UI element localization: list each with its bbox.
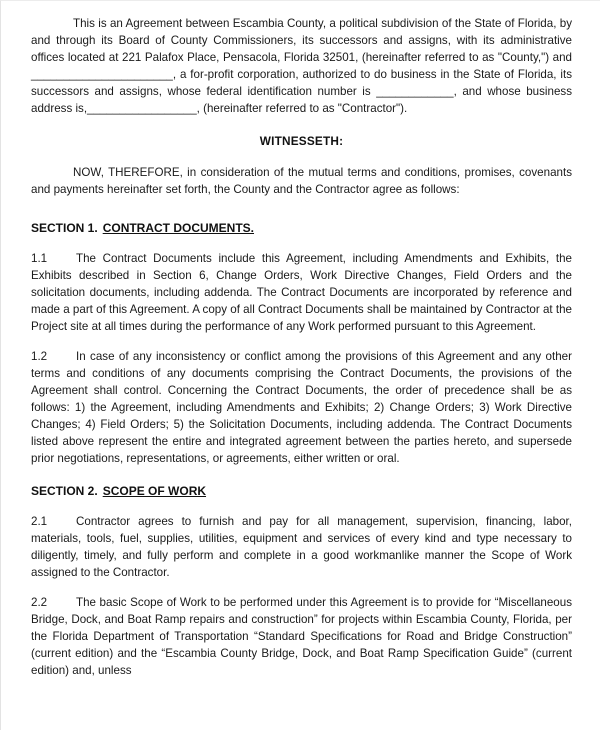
paragraph-1-1	[31, 250, 572, 335]
paragraph-2-2-text: The basic Scope of Work to be performed under this Agreement is to provide for “Miscellaneous Bridge, Dock, and Boat Ramp repairs and construction” for projects within Escambia County, Florida, per the Florida Department of Transportation “Standard Specifications for Road and Bridge Construction” (current edition) and the “Escambia County Bridge, Dock, and Boat Ramp Specification Guide” (current edition) and, unless	[31, 596, 572, 677]
paragraph-1-1-number: 1.1	[31, 252, 48, 265]
paragraph-2-1-number: 2.1	[31, 515, 48, 528]
paragraph-1-2-number: 1.2	[31, 350, 48, 363]
section-2-heading	[31, 483, 572, 500]
spacer	[31, 211, 572, 220]
section-1-label: SECTION 1.	[31, 221, 98, 235]
intro-paragraph: This is an Agreement between Escambia County, a political subdivision of the State of Florida, by and through its Board of County Commissioners, its successors and assigns, with its administrative offices located at 221 Palafox Place, Pensacola, Florida 32501, (hereinafter referred to as "County,") and ______________________, a for-profit corporation, authorized to do business in the State of Florida, its successors and assigns, whose federal identification number is ____________, and whose business address is,_________________, (hereinafter referred to as "Contractor").	[31, 17, 572, 115]
paragraph-1-2-text: In case of any inconsistency or conflict among the provisions of this Agreement and any other terms and conditions of any documents comprising the Contract Documents, the provisions of the Agreement shall control. Concerning the Contract Documents, the order of precedence shall be as follows: 1) the Agreement, including Amendments and Exhibits; 2) Change Orders; 3) Work Directive Changes; 4) Field Orders; 5) the Solicitation Documents, including addenda. The Contract Documents listed above represent the entire and integrated agreement between the parties hereto, and supersede prior negotiations, representations, or agreements, either written or oral.	[31, 350, 572, 465]
section-1-title: CONTRACT DOCUMENTS.	[102, 221, 255, 235]
document-body	[31, 15, 572, 691]
section-2-label: SECTION 2.	[31, 484, 98, 498]
paragraph-2-1	[31, 513, 572, 581]
paragraph-2-1-text: Contractor agrees to furnish and pay for all management, supervision, financing, labor, materials, tools, fuel, supplies, utilities, equipment and services of every kind and type necessary to diligently, timely, and fully perform and complete in a good workmanlike manner the Scope of Work assigned to the Contractor.	[31, 515, 572, 579]
paragraph-2-2-number: 2.2	[31, 596, 48, 609]
now-therefore-paragraph: NOW, THEREFORE, in consideration of the mutual terms and conditions, promises, covenants and payments hereinafter set forth, the County and the Contractor agree as follows:	[31, 166, 572, 196]
paragraph-2-2	[31, 594, 572, 679]
paragraph-1-1-text: The Contract Documents include this Agreement, including Amendments and Exhibits, the Exhibits described in Section 6, Change Orders, Work Directive Changes, Field Orders and the solicitation documents, including addenda. The Contract Documents are incorporated by reference and made a part of this Agreement. A copy of all Contract Documents shall be maintained by Contractor at the Project site at all times during the performance of any Work performed pursuant to this Agreement.	[31, 252, 572, 333]
witnesseth-heading: WITNESSETH:	[259, 134, 344, 148]
paragraph-1-2	[31, 348, 572, 467]
section-1-heading	[31, 220, 572, 237]
section-2-title: SCOPE OF WORK	[102, 484, 207, 498]
